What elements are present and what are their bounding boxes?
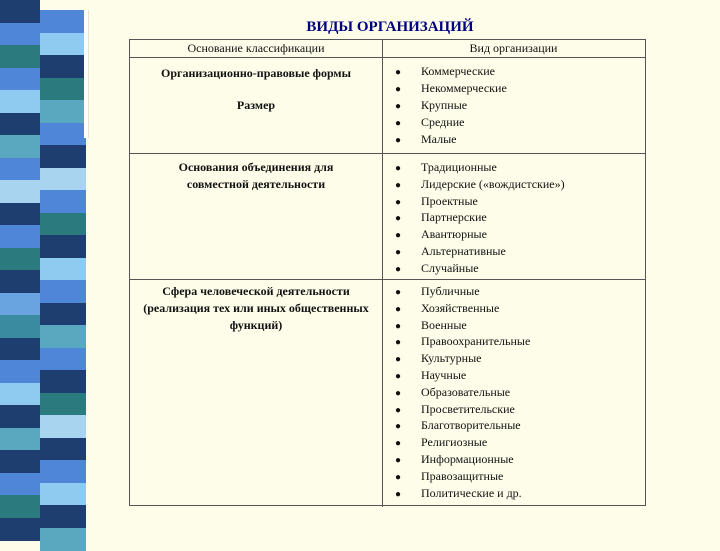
list-item: ● Политические и др. — [395, 485, 530, 502]
bullet-icon: ● — [395, 404, 402, 416]
stripe-block — [0, 0, 40, 24]
stripe-block — [40, 325, 86, 349]
items-size — [395, 97, 467, 147]
bullet-icon: ● — [395, 101, 402, 112]
stripe-block — [0, 248, 40, 272]
list-item: ● Коммерческие — [395, 63, 507, 80]
stripe-block — [0, 293, 40, 317]
stripe-block — [40, 303, 86, 327]
header-basis: Основание классификации — [130, 40, 383, 57]
stripe-block — [0, 113, 40, 137]
stripe-block — [40, 370, 86, 394]
bullet-icon: ● — [395, 438, 402, 450]
stripe-block — [40, 33, 86, 57]
bullet-icon: ● — [395, 263, 402, 275]
stripe-block — [0, 23, 40, 47]
decorative-stripe-bar — [0, 0, 86, 540]
bullet-icon: ● — [395, 287, 402, 298]
stripe-block — [40, 483, 86, 507]
stripe-block — [0, 360, 40, 384]
bullet-icon: ● — [395, 134, 402, 146]
bullet-icon: ● — [395, 320, 402, 332]
list-item: ● Благотворительные — [395, 417, 530, 434]
list-item: ● Средние — [395, 114, 467, 131]
page-title: ВИДЫ ОРГАНИЗАЦИЙ — [306, 19, 474, 35]
bullet-icon: ● — [395, 454, 402, 466]
stripe-block — [40, 100, 86, 124]
list-item: ● Правозащитные — [395, 468, 530, 485]
bullet-icon: ● — [395, 179, 402, 191]
column-divider — [382, 57, 383, 507]
list-item: ● Малые — [395, 131, 467, 148]
bullet-icon: ● — [395, 230, 402, 242]
stripe-block — [0, 203, 40, 227]
bullet-icon: ● — [395, 488, 402, 500]
bullet-icon: ● — [395, 370, 402, 382]
stripe-block — [40, 438, 86, 462]
basis-legal-forms: Организационно-правовые формы — [161, 66, 351, 80]
stripe-block — [40, 258, 86, 282]
bullet-icon: ● — [395, 354, 402, 366]
stripe-block — [0, 383, 40, 407]
header-divider — [130, 57, 645, 58]
list-item: ● Военные — [395, 317, 530, 334]
items-activity-sphere — [395, 283, 530, 501]
list-item: ● Проектные — [395, 193, 565, 210]
bullet-icon: ● — [395, 303, 402, 315]
list-item: ● Правоохранительные — [395, 333, 530, 350]
basis-association: Основания объединения для совместной деятельности — [178, 160, 334, 191]
stripe-block — [40, 235, 86, 259]
stripe-block — [40, 55, 86, 79]
basis-activity-sphere: Сфера человеческой деятельности (реализация тех или иных общественных функций) — [143, 284, 369, 332]
stripe-block — [40, 528, 86, 551]
stripe-block — [0, 270, 40, 294]
list-item: ● Авантюрные — [395, 226, 565, 243]
stripe-block — [0, 135, 40, 159]
stripe-block — [40, 145, 86, 169]
list-item: ● Информационные — [395, 451, 530, 468]
stripe-block — [40, 415, 86, 439]
stripe-block — [40, 168, 86, 192]
list-item: ● Образовательные — [395, 384, 530, 401]
list-item: ● Партнерские — [395, 209, 565, 226]
stripe-block — [40, 348, 86, 372]
basis-size: Размер — [236, 98, 276, 112]
decorative-divider — [84, 10, 89, 138]
stripe-block — [0, 518, 40, 542]
list-item: ● Научные — [395, 367, 530, 384]
list-item: ● Альтернативные — [395, 243, 565, 260]
row-divider — [130, 279, 645, 280]
stripe-block — [40, 505, 86, 529]
bullet-icon: ● — [395, 387, 402, 399]
stripe-block — [0, 428, 40, 452]
bullet-icon: ● — [395, 117, 402, 129]
row-divider — [130, 153, 645, 154]
list-item: ● Традиционные — [395, 159, 565, 176]
stripe-block — [0, 338, 40, 362]
stripe-block — [0, 158, 40, 182]
stripe-block — [40, 213, 86, 237]
bullet-icon: ● — [395, 246, 402, 258]
items-legal-forms — [395, 63, 507, 97]
stripe-block — [40, 460, 86, 484]
stripe-block — [0, 225, 40, 249]
bullet-icon: ● — [395, 196, 402, 208]
stripe-block — [40, 123, 86, 147]
bullet-icon: ● — [395, 67, 402, 78]
bullet-icon: ● — [395, 337, 402, 349]
stripe-block — [0, 180, 40, 204]
list-item: ● Лидерские («вождистские») — [395, 176, 565, 193]
list-item: ● Крупные — [395, 97, 467, 114]
classification-table — [129, 39, 646, 506]
stripe-block — [0, 405, 40, 429]
list-item: ● Случайные — [395, 260, 565, 277]
list-item: ● Культурные — [395, 350, 530, 367]
stripe-block — [40, 393, 86, 417]
list-item: ● Религиозные — [395, 434, 530, 451]
items-association — [395, 159, 565, 277]
stripe-block — [40, 10, 86, 34]
list-item: ● Публичные — [395, 283, 530, 300]
stripe-block — [0, 45, 40, 69]
stripe-block — [0, 495, 40, 519]
bullet-icon: ● — [395, 471, 402, 483]
stripe-block — [40, 78, 86, 102]
header-type: Вид организации — [469, 41, 558, 55]
stripe-block — [0, 450, 40, 474]
bullet-icon: ● — [395, 163, 402, 174]
stripe-block — [0, 90, 40, 114]
stripe-block — [40, 280, 86, 304]
bullet-icon: ● — [395, 213, 402, 225]
stripe-block — [0, 473, 40, 497]
list-item: ● Просветительские — [395, 401, 530, 418]
stripe-block — [0, 315, 40, 339]
list-item: ● Хозяйственные — [395, 300, 530, 317]
list-item: ● Некоммерческие — [395, 80, 507, 97]
stripe-block — [0, 68, 40, 92]
stripe-block — [40, 190, 86, 214]
bullet-icon: ● — [395, 83, 402, 95]
bullet-icon: ● — [395, 421, 402, 433]
